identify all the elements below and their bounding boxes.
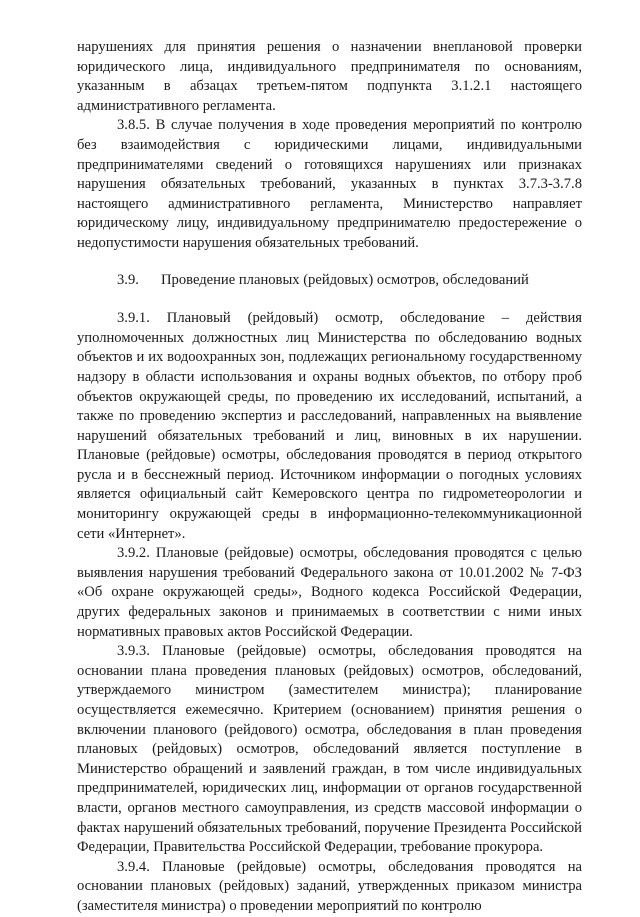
section-heading-title: Проведение плановых (рейдовых) осмотров, обследований — [161, 271, 529, 288]
paragraph-3-9-3: 3.9.3. Плановые (рейдовые) осмотры, обследования проводятся на основании плана проведения плановых (рейдовых) осмотров, обследований, утверждаемого министром (заместителем министра); планирование осуществляется ежемесячно. Критерием (основанием) принятия решения о включении планового (рейдового) осмотра, обследования в план проведения плановых (рейдовых) осмотров, обследований является поступление в Министерство обращений и заявлений граждан, в том числе индивидуальных предпринимателей, юридических лиц, информации от органов государственной власти, органов местного самоуправления, из средств массовой информации о фактах нарушений обязательных требований, поручение Президента Российской Федерации, Правительства Российской Федерации, требование прокурора. — [77, 643, 582, 856]
intro-paragraph: нарушениях для принятия решения о назначении внеплановой проверки юридического лица, индивидуального предпринимателя по основаниям, указанным в абзацах третьем-пятом подпункта 3.1.2.1 настоящего административного регламента. — [77, 39, 582, 114]
paragraph-3-9-4: 3.9.4. Плановые (рейдовые) осмотры, обследования проводятся на основании плановых (рейдовых) заданий, утвержденных приказом министра (заместителя министра) о проведении мероприятий по контролю — [77, 858, 582, 914]
document-page — [77, 38, 582, 917]
section-heading-number: 3.9. — [117, 271, 139, 288]
paragraph-3-9-1: 3.9.1. Плановый (рейдовый) осмотр, обследование – действия уполномоченных должностных лиц Министерства по обследованию водных объектов и их водоохранных зон, подлежащих региональному государственному надзору в области использования и охраны водных объектов, по отбору проб объектов окружающей среды, по проведению их исследований, испытаний, а также по проведению экспертиз и расследований, направленных на выявление нарушений обязательных требований и лиц, виновных в их нарушении. Плановые (рейдовые) осмотры, обследования проводятся в период открытого русла и в бесснежный период. Источником информации о погодных условиях является официальный сайт Кемеровского центра по гидрометеорологии и мониторингу окружающей среды в информационно-телекоммуникационной сети «Интернет». — [77, 310, 582, 542]
paragraph-3-8-5: 3.8.5. В случае получения в ходе проведения мероприятий по контролю без взаимодействия с юридическими лицами, индивидуальными предпринимателями сведений о готовящихся нарушениях или признаках нарушения обязательных требований, указанных в пунктах 3.7.3-3.7.8 настоящего административного регламента, Министерство направляет юридическому лицу, индивидуальному предпринимателю предостережение о недопустимости нарушения обязательных требований. — [77, 117, 582, 251]
section-heading — [77, 271, 582, 291]
paragraph-3-9-2: 3.9.2. Плановые (рейдовые) осмотры, обследования проводятся с целью выявления нарушения требований Федерального закона от 10.01.2002 № 7-ФЗ «Об охране окружающей среды», Водного кодекса Российской Федерации, других федеральных законов и принимаемых в соответствии с ними иных нормативных правовых актов Российской Федерации. — [77, 545, 582, 640]
